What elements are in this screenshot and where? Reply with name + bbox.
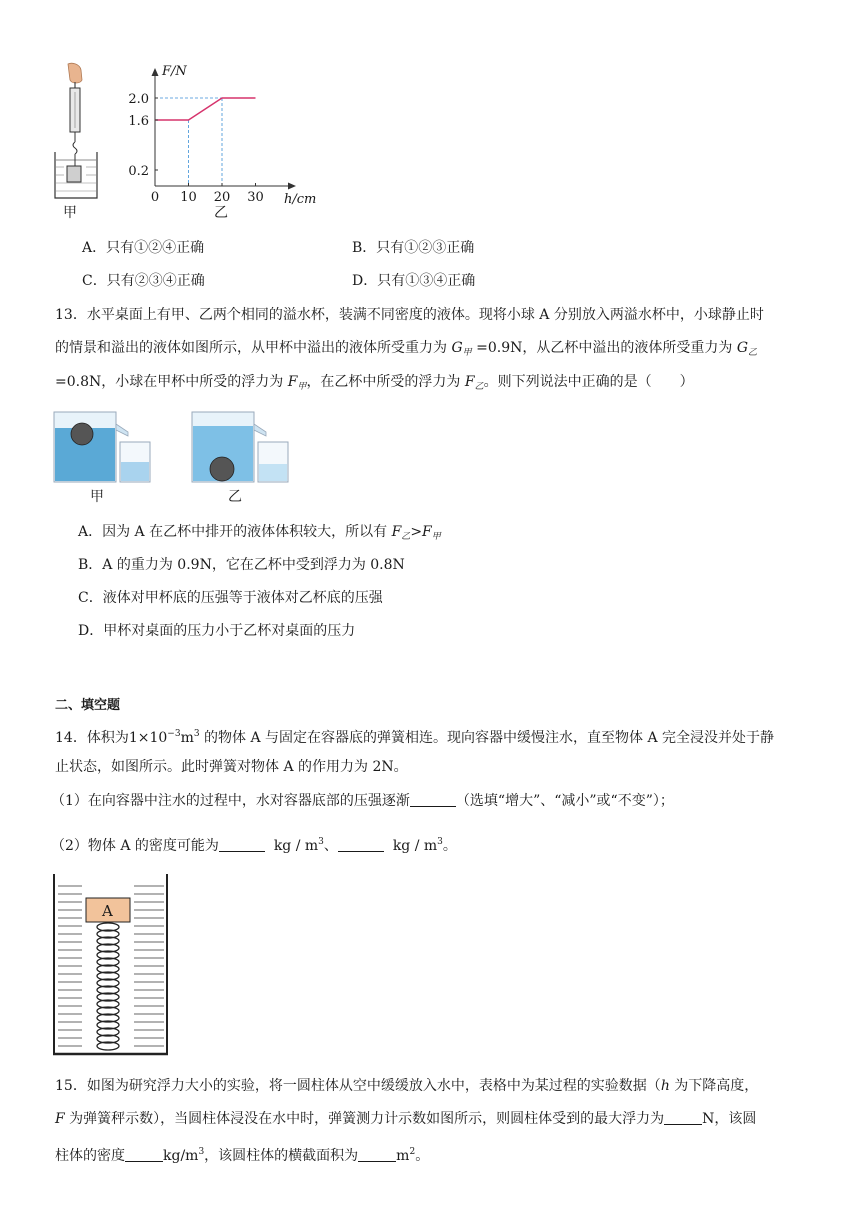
answer-blank[interactable] bbox=[219, 837, 265, 852]
q13-figure bbox=[52, 410, 332, 510]
option-text: 只有①③④正确 bbox=[377, 273, 476, 289]
option-letter: B． bbox=[352, 240, 377, 256]
option-letter: A． bbox=[82, 240, 107, 256]
answer-blank[interactable] bbox=[338, 837, 384, 852]
option-letter: D． bbox=[352, 273, 378, 289]
answer-blank[interactable] bbox=[358, 1147, 396, 1162]
q13-text-line3: =0.8N，小球在甲杯中所受的浮力为 $F_甲$，在乙杯中所受的浮力为 $F_乙$。则下列说法中正确的是（ ） bbox=[55, 374, 694, 392]
series-line bbox=[155, 98, 256, 120]
q14-text-line2: 止状态，如图所示。此时弹簧对物体 A 的作用力为 2N。 bbox=[55, 759, 408, 775]
spring-coils bbox=[97, 923, 119, 1050]
q13-option-d[interactable]: D．甲杯对桌面的压力小于乙杯对桌面的压力 bbox=[78, 623, 356, 639]
q12-option-b[interactable] bbox=[352, 238, 474, 258]
answer-blank[interactable] bbox=[410, 792, 456, 807]
option-text: 只有②③④正确 bbox=[106, 273, 205, 289]
x-tick-label: 0 bbox=[150, 190, 160, 205]
answer-blank[interactable] bbox=[125, 1147, 163, 1162]
section-title: 二、填空题 bbox=[55, 698, 121, 713]
x-tick-label: 10 bbox=[180, 190, 197, 205]
q14-text-line4: （2）物体 A 的密度可能为 kg / $m^3$、 kg / $m^3$。 bbox=[51, 837, 457, 854]
ball-in-cup-jia bbox=[71, 423, 93, 445]
y-tick-label: 2.0 bbox=[128, 92, 149, 107]
q15-text-line2: F 为弹簧秤示数），当圆柱体浸没在水中时，弹簧测力计示数如图所示，则圆柱体受到的最大浮力为 N，该圆 bbox=[55, 1111, 757, 1127]
y-tick-label: 0.2 bbox=[128, 164, 149, 179]
y-tick-label: 1.6 bbox=[128, 114, 149, 129]
y-axis-arrow bbox=[152, 68, 159, 76]
x-axis-label: h/cm bbox=[284, 192, 317, 207]
q13-option-c[interactable]: C．液体对甲杯底的压强等于液体对乙杯底的压强 bbox=[78, 590, 383, 606]
x-tick-label: 20 bbox=[213, 190, 231, 205]
q13-text-line1: 13．水平桌面上有甲、乙两个相同的溢水杯，装满不同密度的液体。现将小球 A 分别放入两溢水杯中，小球静止时 bbox=[55, 307, 764, 323]
q13-text-line2: 的情景和溢出的液体如图所示，从甲杯中溢出的液体所受重力为 $G_甲 =0.9N$，从乙杯中溢出的液体所受重力为 $G_乙$ bbox=[55, 340, 758, 358]
option-text: 只有①②③正确 bbox=[376, 240, 475, 256]
spring-container-illustration bbox=[52, 872, 172, 1058]
answer-blank[interactable] bbox=[664, 1110, 702, 1125]
x-tick-label: 30 bbox=[247, 190, 264, 205]
option-letter: C． bbox=[82, 273, 107, 289]
label-jia: 甲 bbox=[63, 205, 77, 221]
label-cup-yi: 乙 bbox=[228, 489, 242, 505]
q14-text-line3: （1）在向容器中注水的过程中，水对容器底部的压强逐渐 （选填“增大”、“减小”或“不变”）； bbox=[51, 793, 674, 809]
q14-text-line1: 14．体积为$1\times 10^{-3}m^3$ 的物体 A 与固定在容器底的弹簧相连。现向容器中缓慢注水，直至物体 A 完全浸没并处于静 bbox=[55, 729, 775, 746]
ball-in-cup-yi bbox=[210, 457, 234, 481]
q12-option-c[interactable] bbox=[82, 271, 205, 291]
force-depth-chart bbox=[120, 62, 330, 222]
q14-figure bbox=[52, 872, 172, 1058]
option-text: 只有①②④正确 bbox=[106, 240, 205, 256]
block-a-label: A bbox=[102, 902, 113, 920]
x-axis-arrow bbox=[288, 183, 296, 190]
q12-option-a[interactable] bbox=[82, 238, 204, 258]
q15-text-line1: 15．如图为研究浮力大小的实验，将一圆柱体从空中缓缓放入水中，表格中为某过程的实验数据（h 为下降高度， bbox=[55, 1078, 759, 1094]
label-yi: 乙 bbox=[214, 205, 228, 221]
overflow-cups-illustration bbox=[52, 410, 332, 490]
q13-option-a[interactable]: A．因为 A 在乙杯中排开的液体体积较大，所以有 $F_乙>F_甲$ bbox=[78, 524, 441, 542]
q13-option-b[interactable]: B．A 的重力为 0.9N，它在乙杯中受到浮力为 0.8N bbox=[78, 557, 405, 573]
label-cup-jia: 甲 bbox=[90, 489, 104, 505]
q12-option-d[interactable] bbox=[352, 271, 475, 291]
q15-text-line3: 柱体的密度 $kg/m^3$，该圆柱体的横截面积为 $m^2$。 bbox=[55, 1147, 430, 1164]
y-axis-label: F/N bbox=[162, 64, 187, 79]
